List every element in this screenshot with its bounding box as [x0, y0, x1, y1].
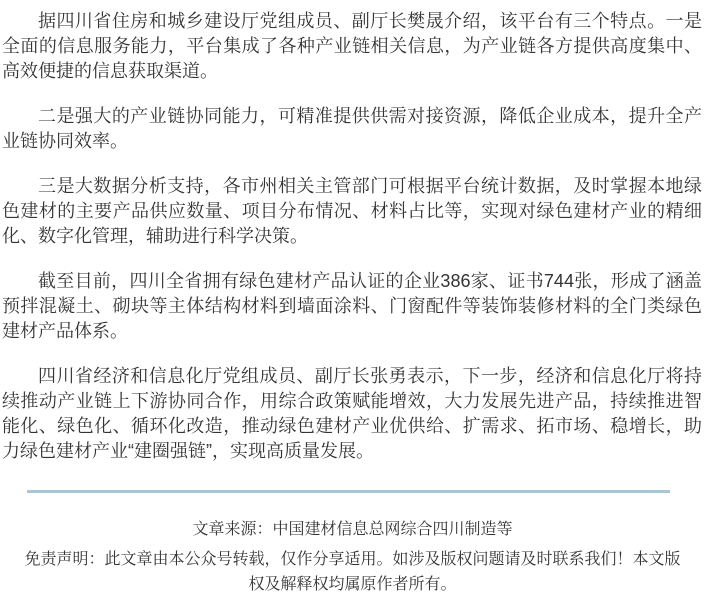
article-paragraph: 截至目前，四川全省拥有绿色建材产品认证的企业386家、证书744张，形成了涵盖预拌混凝土、砌块等主体结构材料到墙面涂料、门窗配件等装饰装修材料的全门类绿色建材产品体系。 [2, 271, 702, 341]
disclaimer-text: 免责声明：此文章由本公众号转载，仅作分享适用。如涉及版权问题请及时联系我们！本文版权及解释权均属原作者所有。 [24, 551, 681, 593]
article-paragraph: 据四川省住房和城乡建设厅党组成员、副厅长樊晟介绍，该平台有三个特点。一是全面的信息服务能力，平台集成了各种产业链相关信息，为产业链各方提供高度集中、高效便捷的信息获取渠道。 [2, 11, 702, 81]
section-divider [27, 490, 670, 493]
article-paragraph: 二是强大的产业链协同能力，可精准提供供需对接资源，降低企业成本，提升全产业链协同效率。 [2, 106, 702, 151]
article-paragraph: 三是大数据分析支持，各市州相关主管部门可根据平台统计数据，及时掌握本地绿色建材的主要产品供应数量、项目分布情况、材料占比等，实现对绿色建材产业的精细化、数字化管理，辅助进行科学决策。 [2, 176, 702, 246]
article-paragraph: 四川省经济和信息化厅党组成员、副厅长张勇表示，下一步，经济和信息化厅将持续推动产业链上下游协同合作，用综合政策赋能增效，大力发展先进产品，持续推进智能化、绿色化、循环化改造，推动绿色建材产业优供给、扩需求、拓市场、稳增长，助力绿色建材产业“建圈强链”，实现高质量发展。 [2, 366, 702, 461]
article-source: 文章来源：中国建材信息总网综合四川制造等 [192, 521, 513, 538]
article-footer [0, 517, 705, 597]
